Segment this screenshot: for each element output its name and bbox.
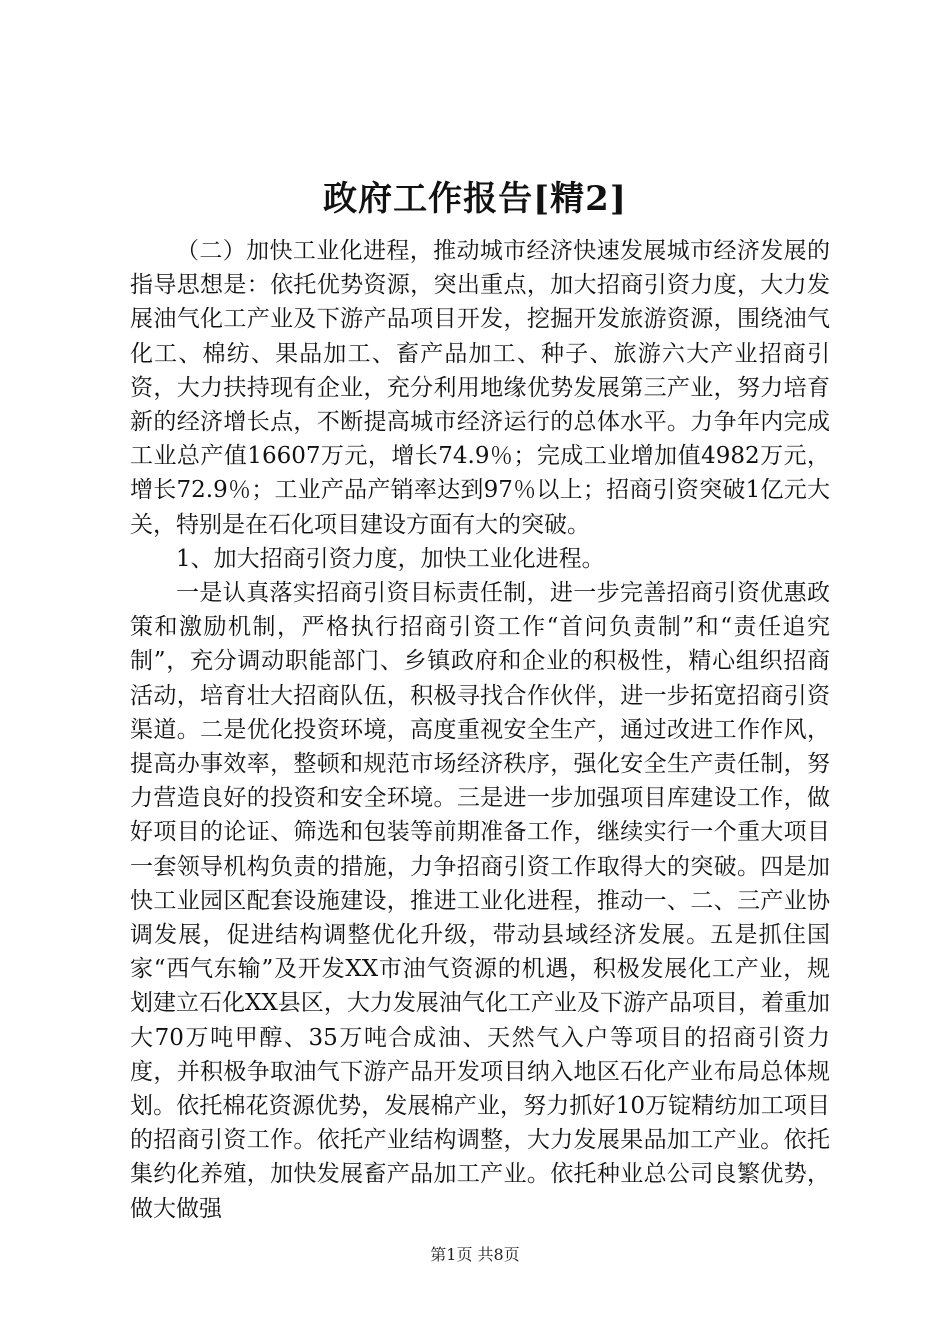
paragraph-measures: 一是认真落实招商引资目标责任制，进一步完善招商引资优惠政策和激励机制，严格执行招商引资工作“首问负责制”和“责任追究制”，充分调动职能部门、乡镇政府和企业的积极性，精心组织招商活动，培育壮大招商队伍，积极寻找合作伙伴，进一步拓宽招商引资渠道。二是优化投资环境，高度重视安全生产，通过改进工作作风，提高办事效率，整顿和规范市场经济秩序，强化安全生产责任制，努力营造良好的投资和安全环境。三是进一步加强项目库建设工作，做好项目的论证、筛选和包装等前期准备工作，继续实行一个重大项目一套领导机构负责的措施，力争招商引资工作取得大的突破。四是加快工业园区配套设施建设，推进工业化进程，推动一、二、三产业协调发展，促进结构调整优化升级，带动县域经济发展。五是抓住国家“西气东输”及开发XX市油气资源的机遇，积极发展化工产业，规划建立石化XX县区，大力发展油气化工产业及下游产品项目，着重加大70万吨甲醇、35万吨合成油、天然气入户等项目的招商引资力度，并积极争取油气下游产品开发项目纳入地区石化产业布局总体规划。依托棉花资源优势，发展棉产业，努力抓好10万锭精纺加工项目的招商引资工作。依托产业结构调整，大力发展果品加工产业。依托集约化养殖，加快发展畜产品加工产业。依托种业总公司良繁优势，做大做强 bbox=[130, 580, 830, 1222]
document-title: 政府工作报告[精2] bbox=[323, 179, 627, 219]
document-body bbox=[130, 234, 830, 1226]
paragraph-intro: （二）加快工业化进程，推动城市经济快速发展城市经济发展的指导思想是：依托优势资源，突出重点，加大招商引资力度，大力发展油气化工产业及下游产品项目开发，挖掘开发旅游资源，围绕油气化工、棉纺、果品加工、畜产品加工、种子、旅游六大产业招商引资，大力扶持现有企业，充分利用地缘优势发展第三产业，努力培育新的经济增长点，不断提高城市经济运行的总体水平。力争年内完成工业总产值16607万元，增长74.9％；完成工业增加值4982万元，增长72.9％；工业产品产销率达到97％以上；招商引资突破1亿元大关，特别是在石化项目建设方面有大的突破。 bbox=[130, 238, 830, 538]
paragraph-heading-1: 1、加大招商引资力度，加快工业化进程。 bbox=[176, 545, 605, 572]
page-number-footer: 第1页 共8页 bbox=[430, 1245, 520, 1264]
